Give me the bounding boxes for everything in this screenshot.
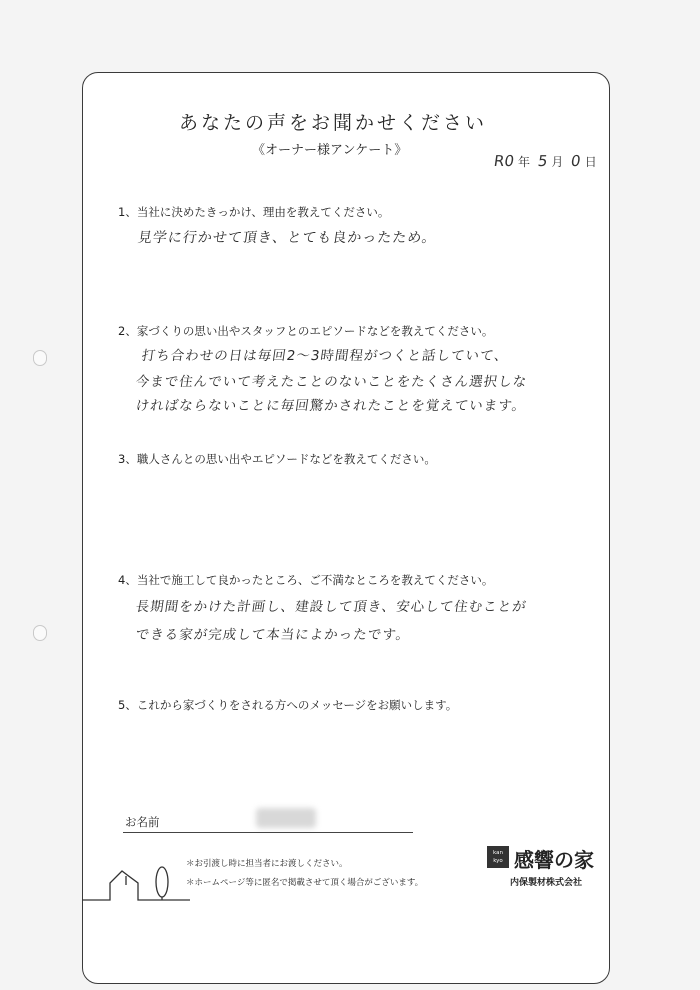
- binder-hole: [33, 350, 47, 366]
- question-4-label: 4、当社で施工して良かったところ、ご不満なところを教えてください。: [118, 573, 494, 587]
- question-5-label: 5、これから家づくりをされる方へのメッセージをお願いします。: [118, 698, 458, 712]
- page-subtitle: 《オーナー様アンケート》: [252, 143, 408, 158]
- date-day-suffix: 日: [584, 155, 597, 169]
- question-1-label: 1、当社に決めたきっかけ、理由を教えてください。: [118, 205, 390, 219]
- binder-hole: [33, 625, 47, 641]
- date-field: [490, 152, 597, 170]
- date-year: R0: [492, 152, 516, 170]
- name-label: お名前: [125, 815, 160, 829]
- date-day: 0: [569, 152, 583, 170]
- question-2-answer-line: ければならないことに毎回驚かされたことを覚えています。: [134, 398, 528, 414]
- question-4-answer-line: 長期間をかけた計画し、建設して頂き、安心して住むことが: [134, 599, 528, 615]
- page-title: あなたの声をお聞かせください: [179, 112, 488, 134]
- company-logo-badge: [487, 846, 509, 868]
- date-month-suffix: 月: [551, 155, 564, 169]
- question-4-answer-line: できる家が完成して本当によかったです。: [134, 627, 412, 643]
- question-3-label: 3、職人さんとの思い出やエピソードなどを教えてください。: [118, 452, 436, 466]
- date-year-suffix: 年: [517, 155, 530, 169]
- company-name: 内保製材株式会社: [510, 878, 583, 888]
- name-underline: [123, 832, 413, 833]
- note-line: ＊お引渡し時に担当者にお渡しください。: [186, 859, 348, 869]
- note-line: ＊ホームページ等に匿名で掲載させて頂く場合がございます。: [186, 878, 424, 888]
- question-1-answer: 見学に行かせて頂き、とても良かったため。: [136, 230, 438, 246]
- house-tree-illustration: [82, 855, 192, 905]
- date-month: 5: [536, 152, 549, 170]
- logo-badge-bottom: kyo: [493, 858, 503, 864]
- question-2-label: 2、家づくりの思い出やスタッフとのエピソードなどを教えてください。: [118, 324, 494, 338]
- brand-name: 感響の家: [514, 848, 594, 872]
- redacted-name: [256, 808, 316, 828]
- question-2-answer-line: 打ち合わせの日は毎回2〜3時間程がつくと話していて、: [140, 348, 510, 364]
- question-2-answer-line: 今まで住んでいて考えたことのないことをたくさん選択しな: [134, 374, 529, 390]
- logo-badge-top: kan: [493, 850, 503, 856]
